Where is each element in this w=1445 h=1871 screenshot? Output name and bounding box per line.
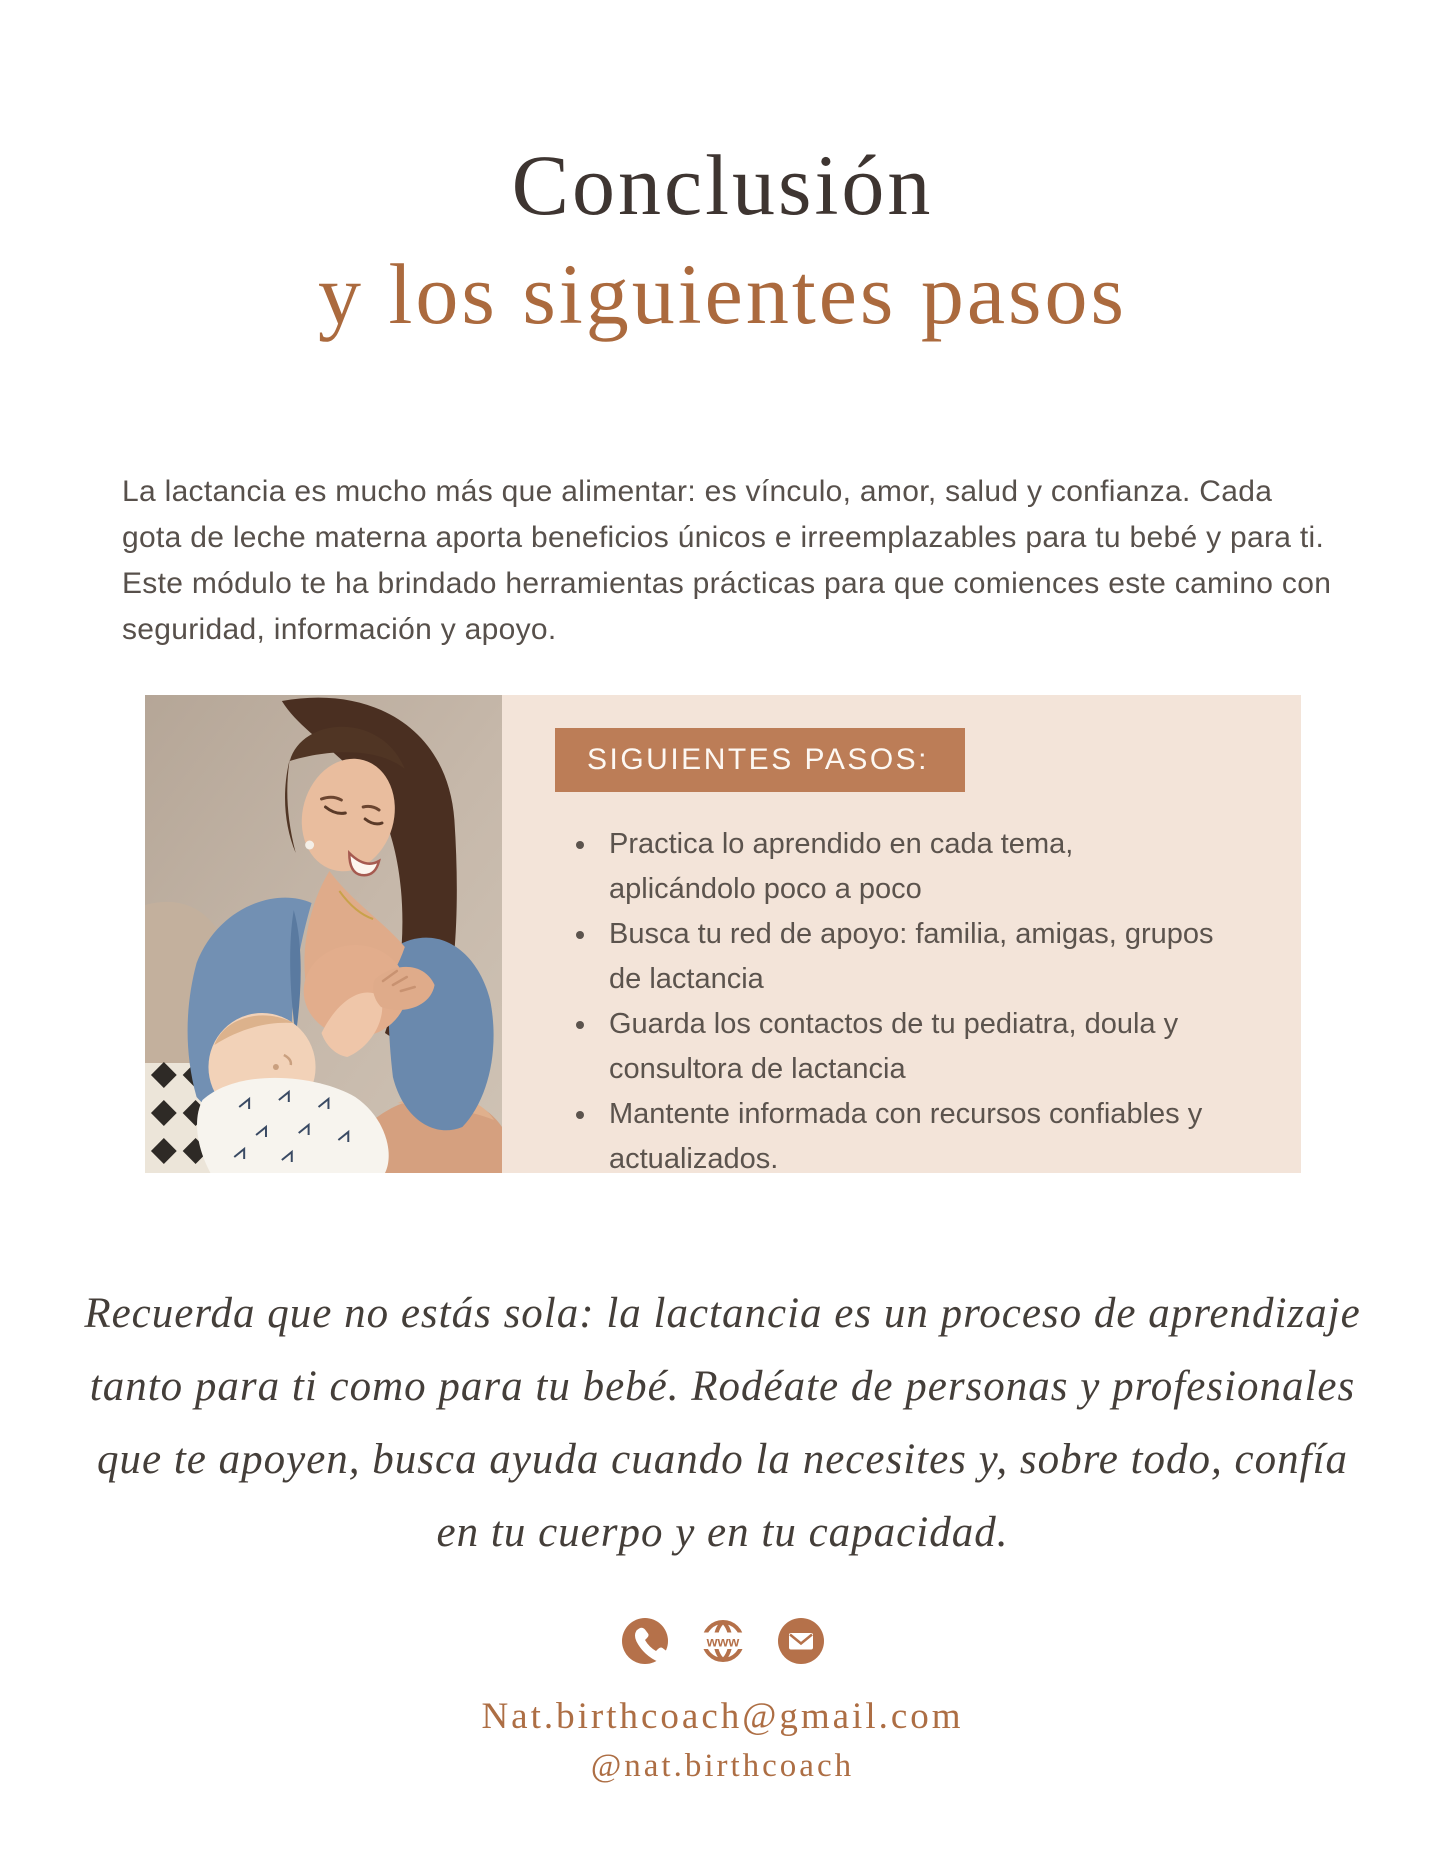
list-item: • Practica lo aprendido en cada tema, aplicándolo poco a poco <box>599 822 1215 912</box>
media-row <box>145 695 1301 1176</box>
title-block <box>0 0 1445 341</box>
quote-line: tanto para ti como para tu bebé. Rodéate de personas y profesionales <box>89 1363 1356 1411</box>
email-icon <box>777 1617 825 1665</box>
website-icon <box>698 1617 748 1665</box>
quote-line: que te apoyen, busca ayuda cuando la necesites y, sobre todo, confía <box>96 1436 1349 1484</box>
page-title: Conclusión <box>511 137 934 233</box>
list-item: • Guarda los contactos de tu pediatra, doula y consultora de lactancia <box>599 1002 1215 1092</box>
next-steps-panel <box>502 695 1301 1176</box>
list-item: • Busca tu red de apoyo: familia, amigas, grupos de lactancia <box>599 912 1215 1002</box>
next-steps-header: SIGUIENTES PASOS: <box>555 728 965 792</box>
page-subtitle: y los siguientes pasos <box>318 245 1127 342</box>
list-item: • Mantente informada con recursos confiables y actualizados. <box>599 1092 1215 1182</box>
closing-quote <box>0 1277 1445 1569</box>
contact-handle: @nat.birthcoach <box>590 1748 855 1785</box>
contact-icons-row <box>0 1617 1445 1665</box>
intro-paragraph: La lactancia es mucho más que alimentar: es vínculo, amor, salud y confianza. Cada gota de leche materna aporta beneficios únicos e irreemplazables para tu bebé y para ti. Este módulo te ha brindado herramientas prácticas para que comiences este camino con seguridad, información y apoyo. <box>122 475 1332 647</box>
contact-block <box>0 1695 1445 1785</box>
photo-breastfeeding <box>145 695 502 1173</box>
next-steps-list <box>555 822 1215 1182</box>
quote-line: Recuerda que no estás sola: la lactancia es un proceso de aprendizaje <box>84 1290 1361 1338</box>
phone-icon <box>621 1617 669 1665</box>
quote-line: en tu cuerpo y en tu capacidad. <box>436 1509 1009 1557</box>
contact-email: Nat.birthcoach@gmail.com <box>481 1696 964 1738</box>
www-label: www <box>706 1633 739 1650</box>
photo-illustration <box>145 695 502 1173</box>
